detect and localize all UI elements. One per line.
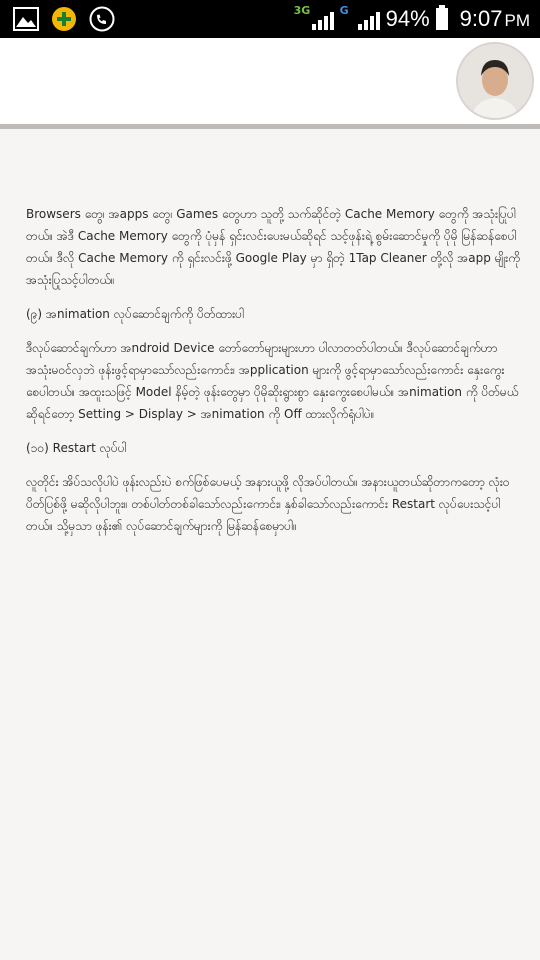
article-paragraph: Browsers တွေ၊ အapps တွေ၊ Games တွေဟာ သူတို့ သက်ဆိုင်တဲ့ Cache Memory တွေကို အသုံးပြုပါတယ်။ အဲဒီ Cache Memory တွေကို ပုံမှန် ရှင်းလင်းပေးမယ်ဆိုရင် သင့်ဖုန်းရဲ့ စွမ်းဆောင်မှုကို ပိုမို မြန်ဆန်စေပါတယ်။ ဒီလို Cache Memory ကို ရှင်းလင်းဖို့ Google Play မှာ ရှိတဲ့ 1Tap Cleaner တို့လို အapp မျိုးကို အသုံးပြုသင့်ပါတယ်။ — [26, 207, 520, 287]
clock — [460, 6, 530, 32]
missed-call-icon — [88, 5, 116, 33]
signal-g-icon — [340, 4, 380, 34]
gallery-icon — [12, 5, 40, 33]
network-type-label: G — [339, 4, 349, 17]
battery-percent: 94% — [385, 6, 430, 31]
game-icon — [50, 5, 78, 33]
network-type-label: 3G — [293, 4, 311, 17]
section-heading: (၁၀) Restart လုပ်ပါ — [26, 441, 127, 455]
article-body — [26, 203, 520, 549]
avatar-image — [458, 44, 532, 118]
notification-icons — [12, 5, 116, 33]
section-heading: (၉) အnimation လုပ်ဆောင်ချက်ကို ပိတ်ထားပါ — [26, 307, 245, 321]
avatar[interactable] — [456, 42, 534, 120]
header-divider — [0, 124, 540, 129]
status-bar — [0, 0, 540, 38]
clock-time: 9:07 — [459, 6, 503, 31]
status-indicators — [294, 0, 530, 38]
clock-suffix: PM — [504, 11, 530, 30]
article-paragraph: ဒီလုပ်ဆောင်ချက်ဟာ အndroid Device တော်တော်များများဟာ ပါလာတတ်ပါတယ်။ ဒီလုပ်ဆောင်ချက်ဟာ အသုံးမဝင်လှဘဲ ဖုန်းဖွင့်ရာမှာသော်လည်းကောင်း၊ အpplication များကို ဖွင့်ရာမှာသော်လည်းကောင်း နှေးကွေး စေပါတယ်။ အထူးသဖြင့် Model နိမ့်တဲ့ ဖုန်းတွေမှာ ပိုမိုဆိုးရွားစွာ နှေးကွေးစေပါမယ်။ အnimation ကို ပိတ်မယ်ဆိုရင်တော့ Setting > Display > အnimation ကို Off ထားလိုက်ရုံပါပဲ။ — [26, 341, 519, 421]
signal-3g-icon — [294, 4, 334, 34]
article-paragraph: လူတိုင်း အိပ်သလိုပါပဲ ဖုန်းလည်းပဲ စက်ဖြစ်ပေမယ့် အနားယူဖို့ လိုအပ်ပါတယ်။ အနားယူတယ်ဆိုတာကတော့ လုံးဝ ပိတ်ပြစ်ဖို့ မဆိုလိုပါဘူး။ တစ်ပါတ်တစ်ခါသော်လည်းကောင်း၊ နှစ်ခါသော်လည်းကောင်း Restart လုပ်ပေးသင့်ပါတယ်။ သို့မှသာ ဖုန်း၏ လုပ်ဆောင်ချက်များကို မြန်ဆန်စေမှာပါ။ — [26, 475, 510, 533]
battery-icon — [436, 8, 448, 30]
